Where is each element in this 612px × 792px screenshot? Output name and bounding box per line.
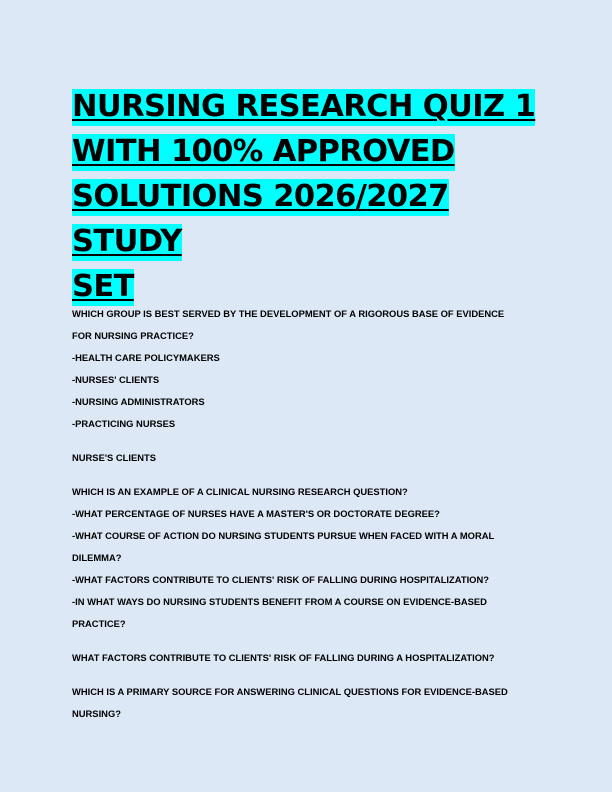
answer-block-1 <box>72 447 540 469</box>
answer-option: -HEALTH CARE POLICYMAKERS <box>72 352 220 363</box>
answer-option: -PRACTICING NURSES <box>72 418 176 429</box>
question-block-3 <box>72 681 540 725</box>
title-line: SOLUTIONS 2026/2027 STUDY <box>72 179 449 259</box>
answer-option: -NURSING ADMINISTRATORS <box>72 396 205 407</box>
answer-option: -NURSES' CLIENTS <box>72 374 160 385</box>
correct-answer: NURSE'S CLIENTS <box>72 452 157 463</box>
title-line: WITH 100% APPROVED <box>72 134 455 169</box>
answer-option: -WHAT PERCENTAGE OF NURSES HAVE A MASTER'S OR DOCTORATE DEGREE? <box>72 508 440 519</box>
question-text: WHICH GROUP IS BEST SERVED BY THE DEVELOPMENT OF A RIGOROUS BASE OF EVIDENCE <box>72 308 505 319</box>
question-text: FOR NURSING PRACTICE? <box>72 330 194 341</box>
question-text: NURSING? <box>72 708 121 719</box>
answer-option: -IN WHAT WAYS DO NURSING STUDENTS BENEFIT FROM A COURSE ON EVIDENCE-BASED <box>72 596 487 607</box>
question-block-1 <box>72 303 540 435</box>
title-line: SET <box>72 269 134 304</box>
question-text: WHICH IS A PRIMARY SOURCE FOR ANSWERING CLINICAL QUESTIONS FOR EVIDENCE-BASED <box>72 686 508 697</box>
answer-option: -WHAT FACTORS CONTRIBUTE TO CLIENTS' RISK OF FALLING DURING HOSPITALIZATION? <box>72 574 489 585</box>
answer-option: -WHAT COURSE OF ACTION DO NURSING STUDENTS PURSUE WHEN FACED WITH A MORAL <box>72 530 495 541</box>
quiz-content <box>72 303 540 737</box>
question-text: WHICH IS AN EXAMPLE OF A CLINICAL NURSING RESEARCH QUESTION? <box>72 486 408 497</box>
answer-option: DILEMMA? <box>72 552 122 563</box>
document-title <box>72 84 542 309</box>
answer-block-2 <box>72 647 540 669</box>
correct-answer: WHAT FACTORS CONTRIBUTE TO CLIENTS' RISK OF FALLING DURING A HOSPITALIZATION? <box>72 652 495 663</box>
answer-option: PRACTICE? <box>72 618 126 629</box>
question-block-2 <box>72 481 540 635</box>
title-line: NURSING RESEARCH QUIZ 1 <box>72 89 536 124</box>
